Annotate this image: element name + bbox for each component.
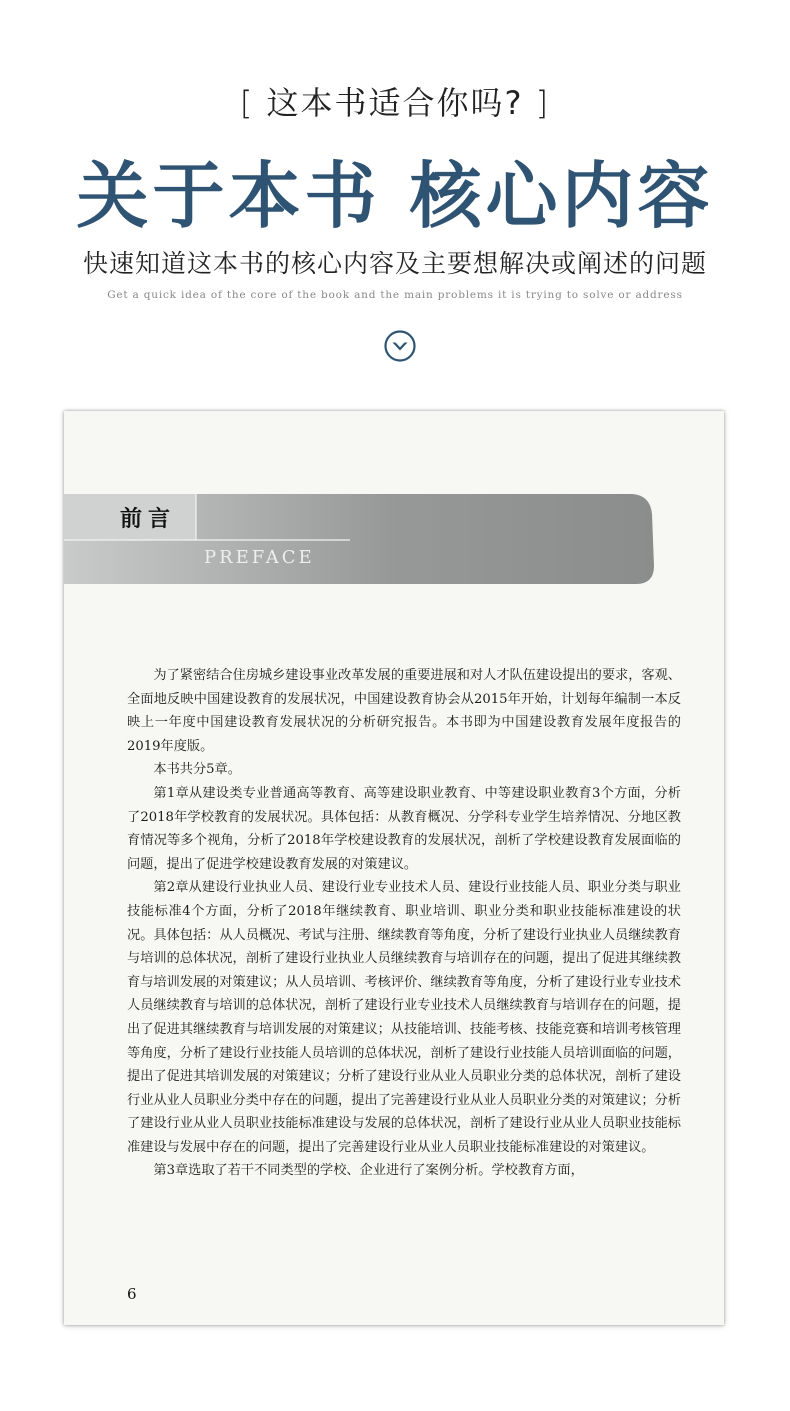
paragraph: 为了紧密结合住房城乡建设事业改革发展的重要进展和对人才队伍建设提出的要求，客观、全面地反映中国建设教育的发展状况，中国建设教育协会从2015年开始，计划每年编制一本反映上一年度中国建设教育发展状况的分析研究报告。本书即为中国建设教育发展年度报告的2019年度版。 [127,668,681,754]
paragraph: 第2章从建设行业执业人员、建设行业专业技术人员、建设行业技能人员、职业分类与职业技能标准4个方面，分析了2018年继续教育、职业培训、职业分类和职业技能标准建设的状况。具体包括：从人员概况、考试与注册、继续教育等角度，分析了建设行业执业人员继续教育与培训的总体状况，剖析了建设行业执业人员继续教育与培训存在的问题，提出了促进其继续教育与培训发展的对策建议；从人员培训、考核评价、继续教育等角度，分析了建设行业专业技术人员继续教育与培训的总体状况，剖析了建设行业专业技术人员继续教育与培训存在的问题，提出了促进其继续教育与培训发展的对策建议；从技能培训、技能考核、技能竞赛和培训考核管理等角度，分析了建设行业技能人员培训的总体状况，剖析了建设行业技能人员培训面临的问题，提出了促进其培训发展的对策建议；分析了建设行业从业人员职业分类的总体状况，剖析了建设行业从业人员职业分类中存在的问题，提出了完善建设行业从业人员职业分类的对策建议；分析了建设行业从业人员职业技能标准建设与发展的总体状况，剖析了建设行业从业人员职业技能标准建设与发展中存在的问题，提出了完善建设行业从业人员职业技能标准建设的对策建议。 [127,880,681,1155]
preface-heading: 前言 [120,506,177,532]
kicker-bracket-close: ] [535,84,551,122]
book-page-scan [64,411,724,1325]
preface-banner [64,494,656,586]
paragraph: 本书共分5章。 [153,762,241,778]
chevron-down-circle-icon[interactable] [383,329,417,363]
kicker-text: 这本书适合你吗? [266,84,524,122]
page-subtitle: 快速知道这本书的核心内容及主要想解决或阐述的问题 [82,249,707,278]
promo-header [0,0,790,400]
page-number: 6 [127,1285,137,1303]
paragraph: 第3章选取了若干不同类型的学校、企业进行了案例分析。学校教育方面， [153,1163,584,1179]
preface-body [127,664,681,1183]
page-subtitle-english: Get a quick idea of the core of the book and the main problems it is trying to solve or address [107,289,683,301]
page-title: 关于本书 核心内容 [76,153,714,238]
paragraph: 第1章从建设类专业普通高等教育、高等建设职业教育、中等建设职业教育3个方面，分析了2018年学校教育的发展状况。具体包括：从教育概况、分学科专业学生培养情况、分地区教育情况等多个视角，分析了2018年学校建设教育的发展状况，剖析了学校建设教育发展面临的问题，提出了促进学校建设教育发展的对策建议。 [127,785,681,872]
preface-heading-english: PREFACE [204,547,315,568]
kicker-bracket-open: [ [239,84,255,122]
section-kicker [0,78,790,124]
